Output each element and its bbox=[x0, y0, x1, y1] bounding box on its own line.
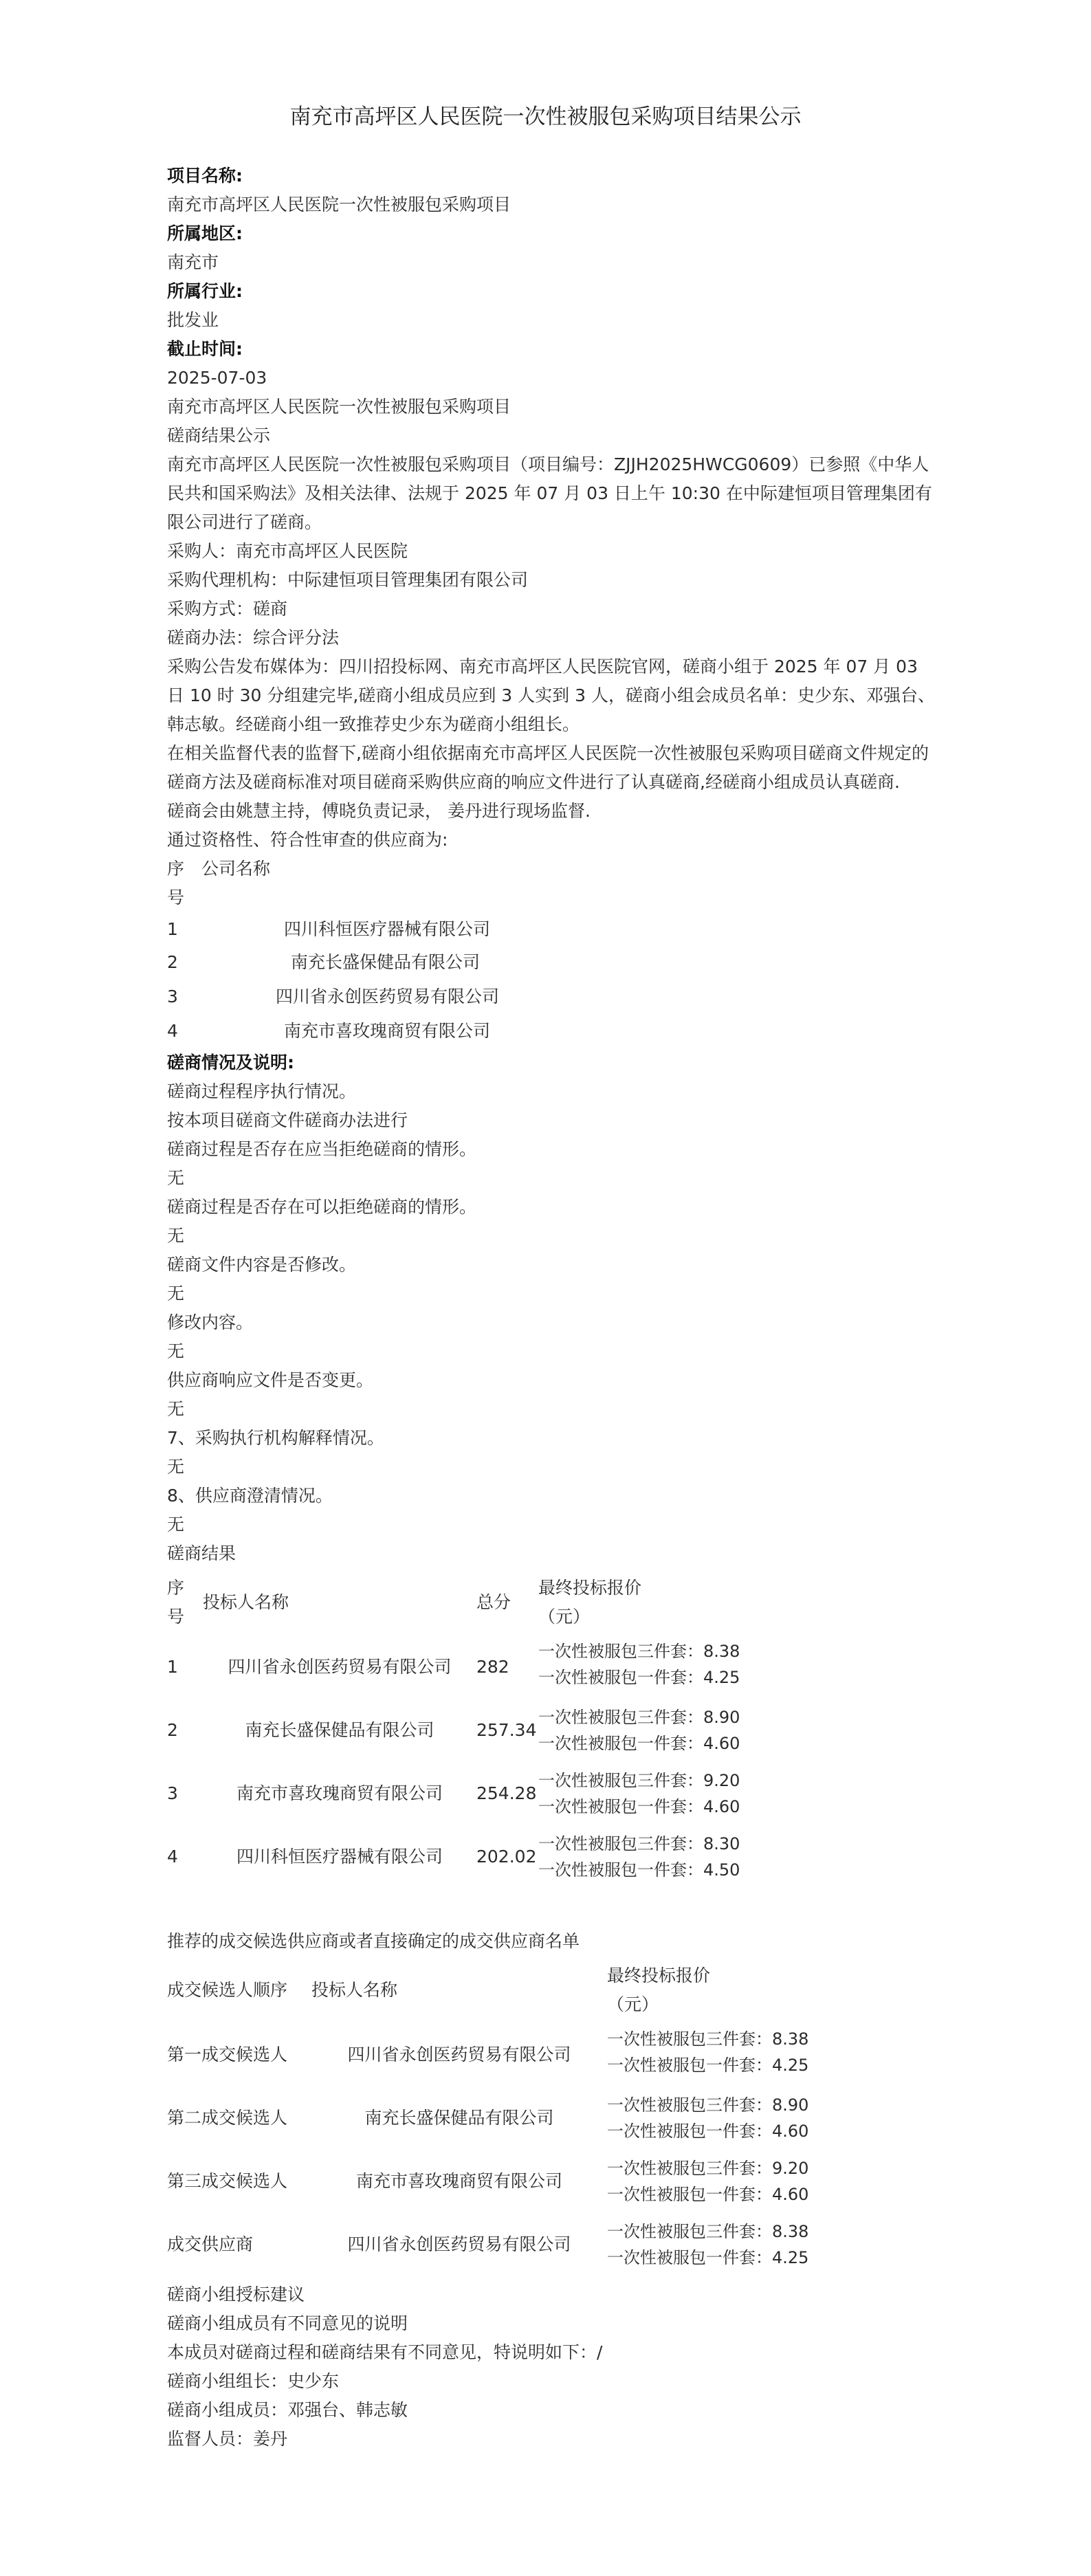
table-cell-no: 3 bbox=[167, 987, 178, 1006]
table-cell-name: 南充市喜玫瑰商贸有限公司 bbox=[236, 1783, 443, 1803]
table-cell-price bbox=[538, 1704, 923, 1762]
candidates-table bbox=[167, 1961, 937, 2276]
situation-heading: 磋商情况及说明: bbox=[167, 1053, 294, 1072]
price-one-piece: 一次性被服包一件套：4.60 bbox=[607, 2185, 809, 2204]
table-header-name: 投标人名称 bbox=[311, 1980, 398, 2000]
closing-line: 本成员对磋商过程和磋商结果有不同意见，特说明如下：/ bbox=[167, 2342, 603, 2362]
table-header-name: 公司名称 bbox=[201, 859, 271, 879]
price-one-piece: 一次性被服包一件套：4.50 bbox=[538, 1860, 740, 1880]
table-header-name: 投标人名称 bbox=[203, 1592, 289, 1612]
situation-line: 8、供应商澄清情况。 bbox=[167, 1486, 333, 1506]
table-cell-name: 四川省永创医药贸易有限公司 bbox=[276, 987, 500, 1006]
situation-line: 磋商过程是否存在应当拒绝磋商的情形。 bbox=[167, 1139, 477, 1159]
price-one-piece: 一次性被服包一件套：4.25 bbox=[607, 2056, 809, 2075]
situation-line: 无 bbox=[167, 1341, 185, 1361]
intro-section bbox=[167, 393, 937, 855]
table-cell-score: 257.34 bbox=[476, 1720, 537, 1740]
closing-line: 磋商小组授标建议 bbox=[167, 2285, 305, 2304]
situation-line: 无 bbox=[167, 1515, 185, 1534]
table-header-price: 最终投标报价（元） bbox=[538, 1578, 642, 1627]
page-title: 南充市高坪区人民医院一次性被服包采购项目结果公示 bbox=[289, 104, 802, 129]
meta-value-deadline: 2025-07-03 bbox=[167, 368, 267, 388]
situation-line: 磋商过程是否存在可以拒绝磋商的情形。 bbox=[167, 1197, 477, 1217]
table-header-no: 序号 bbox=[167, 859, 185, 907]
price-three-piece: 一次性被服包三件套：9.20 bbox=[607, 2159, 809, 2178]
table-cell-price bbox=[607, 2026, 923, 2087]
price-one-piece: 一次性被服包一件套：4.60 bbox=[607, 2122, 809, 2141]
qualified-intro: 通过资格性、符合性审查的供应商为: bbox=[167, 830, 448, 850]
table-cell-score: 254.28 bbox=[476, 1783, 537, 1803]
table-cell-order: 成交供应商 bbox=[167, 2234, 254, 2254]
document-body bbox=[167, 162, 937, 2454]
closing-section bbox=[167, 2280, 937, 2454]
situation-line: 无 bbox=[167, 1168, 185, 1188]
table-cell-name: 四川科恒医疗器械有限公司 bbox=[284, 919, 491, 939]
price-three-piece: 一次性被服包三件套：9.20 bbox=[538, 1771, 740, 1790]
meta-section bbox=[167, 162, 937, 393]
intro-paragraph: 南充市高坪区人民医院一次性被服包采购项目（项目编号：ZJJH2025HWCG0609）已参照《中华人民共和国采购法》及相关法律、法规于 2025 年 07 月 03 日上午 10:30 在中际建恒项目管理集团有限公司进行了磋商。 bbox=[167, 454, 932, 532]
price-three-piece: 一次性被服包三件套：8.38 bbox=[538, 1642, 740, 1661]
table-cell-price bbox=[538, 1638, 923, 1699]
table-cell-name: 四川省永创医药贸易有限公司 bbox=[228, 1657, 452, 1677]
table-cell-order: 第三成交候选人 bbox=[167, 2171, 288, 2191]
table-cell-score: 202.02 bbox=[476, 1847, 537, 1867]
table-cell-price bbox=[607, 2092, 923, 2150]
table-cell-name: 南充市喜玫瑰商贸有限公司 bbox=[284, 1021, 491, 1041]
table-header-score: 总分 bbox=[476, 1592, 511, 1612]
announcement-heading: 磋商结果公示 bbox=[167, 426, 271, 445]
price-three-piece: 一次性被服包三件套：8.38 bbox=[607, 2029, 809, 2049]
table-cell-no: 1 bbox=[167, 1657, 178, 1677]
table-cell-name: 四川科恒医疗器械有限公司 bbox=[236, 1847, 443, 1867]
method-line: 采购方式：磋商 bbox=[167, 599, 288, 619]
results-table bbox=[167, 1574, 937, 1889]
table-header-order: 成交候选人顺序 bbox=[167, 1980, 288, 2000]
table-cell-no: 3 bbox=[167, 1783, 178, 1803]
situation-line: 磋商过程程序执行情况。 bbox=[167, 1081, 357, 1101]
qualified-table bbox=[167, 855, 937, 1048]
candidates-heading: 推荐的成交候选供应商或者直接确定的成交供应商名单 bbox=[167, 1931, 580, 1951]
meta-value-region: 南充市 bbox=[167, 252, 219, 272]
table-cell-price bbox=[607, 2155, 923, 2213]
meta-value-project: 南充市高坪区人民医院一次性被服包采购项目 bbox=[167, 195, 511, 214]
meta-label-region: 所属地区: bbox=[167, 223, 243, 243]
meta-value-industry: 批发业 bbox=[167, 310, 219, 330]
project-line: 南充市高坪区人民医院一次性被服包采购项目 bbox=[167, 397, 511, 417]
table-cell-score: 282 bbox=[476, 1657, 509, 1677]
table-cell-no: 4 bbox=[167, 1021, 178, 1041]
eval-line: 磋商办法：综合评分法 bbox=[167, 628, 340, 648]
closing-line: 监督人员：姜丹 bbox=[167, 2429, 288, 2449]
price-three-piece: 一次性被服包三件套：8.30 bbox=[538, 1834, 740, 1853]
closing-line: 磋商小组成员有不同意见的说明 bbox=[167, 2313, 408, 2333]
table-cell-order: 第二成交候选人 bbox=[167, 2108, 288, 2128]
spacer bbox=[167, 1889, 937, 1927]
table-cell-name: 南充长盛保健品有限公司 bbox=[364, 2108, 554, 2128]
meta-label-project: 项目名称: bbox=[167, 166, 243, 186]
table-cell-price bbox=[538, 1831, 923, 1889]
table-cell-price bbox=[607, 2219, 923, 2276]
situation-line: 按本项目磋商文件磋商办法进行 bbox=[167, 1110, 408, 1130]
table-cell-name: 南充长盛保健品有限公司 bbox=[291, 952, 481, 972]
price-one-piece: 一次性被服包一件套：4.60 bbox=[538, 1734, 740, 1753]
table-cell-no: 4 bbox=[167, 1847, 178, 1867]
meta-label-industry: 所属行业: bbox=[167, 281, 243, 301]
situation-line: 无 bbox=[167, 1457, 185, 1477]
situation-line: 供应商响应文件是否变更。 bbox=[167, 1370, 374, 1390]
table-cell-name: 南充市喜玫瑰商贸有限公司 bbox=[355, 2171, 562, 2191]
table-cell-no: 2 bbox=[167, 952, 178, 972]
purchaser-line: 采购人：南充市高坪区人民医院 bbox=[167, 541, 408, 561]
table-cell-no: 1 bbox=[167, 919, 178, 939]
closing-line: 磋商小组成员：邓强台、韩志敏 bbox=[167, 2400, 408, 2420]
table-cell-name: 四川省永创医药贸易有限公司 bbox=[347, 2045, 571, 2065]
price-one-piece: 一次性被服包一件套：4.60 bbox=[538, 1797, 740, 1816]
closing-line: 磋商小组组长：史少东 bbox=[167, 2371, 340, 2391]
situation-line: 无 bbox=[167, 1284, 185, 1303]
situation-line: 无 bbox=[167, 1226, 185, 1246]
table-cell-no: 2 bbox=[167, 1720, 178, 1740]
price-one-piece: 一次性被服包一件套：4.25 bbox=[607, 2248, 809, 2267]
price-one-piece: 一次性被服包一件套：4.25 bbox=[538, 1668, 740, 1687]
situation-line: 修改内容。 bbox=[167, 1312, 254, 1332]
table-cell-order: 第一成交候选人 bbox=[167, 2045, 288, 2065]
situation-line: 7、采购执行机构解释情况。 bbox=[167, 1428, 384, 1448]
host-line: 磋商会由姚慧主持，傅晓负责记录， 姜丹进行现场监督. bbox=[167, 801, 591, 821]
situation-section bbox=[167, 1048, 937, 1568]
situation-line: 磋商文件内容是否修改。 bbox=[167, 1255, 357, 1275]
price-three-piece: 一次性被服包三件套：8.90 bbox=[538, 1708, 740, 1727]
results-heading: 磋商结果 bbox=[167, 1543, 236, 1563]
table-cell-name: 南充长盛保健品有限公司 bbox=[245, 1720, 434, 1740]
situation-line: 无 bbox=[167, 1399, 185, 1419]
agency-line: 采购代理机构：中际建恒项目管理集团有限公司 bbox=[167, 570, 529, 590]
supervision-paragraph: 在相关监督代表的监督下,磋商小组依据南充市高坪区人民医院一次性被服包采购项目磋商文件规定的磋商方法及磋商标准对项目磋商采购供应商的响应文件进行了认真磋商,经磋商小组成员认真磋商. bbox=[167, 743, 929, 792]
price-three-piece: 一次性被服包三件套：8.90 bbox=[607, 2095, 809, 2115]
meta-label-deadline: 截止时间: bbox=[167, 339, 243, 359]
media-paragraph: 采购公告发布媒体为：四川招投标网、南充市高坪区人民医院官网，磋商小组于 2025 年 07 月 03 日 10 时 30 分组建完毕,磋商小组成员应到 3 人实到 3 人，磋商小组会成员名单：史少东、邓强台、韩志敏。经磋商小组一致推荐史少东为磋商小组组长。 bbox=[167, 657, 935, 734]
table-cell-name: 四川省永创医药贸易有限公司 bbox=[347, 2234, 571, 2254]
table-header-price: 最终投标报价（元） bbox=[607, 1966, 711, 2014]
table-header-no: 序号 bbox=[167, 1578, 185, 1627]
price-three-piece: 一次性被服包三件套：8.38 bbox=[607, 2222, 809, 2241]
table-cell-price bbox=[538, 1768, 923, 1825]
